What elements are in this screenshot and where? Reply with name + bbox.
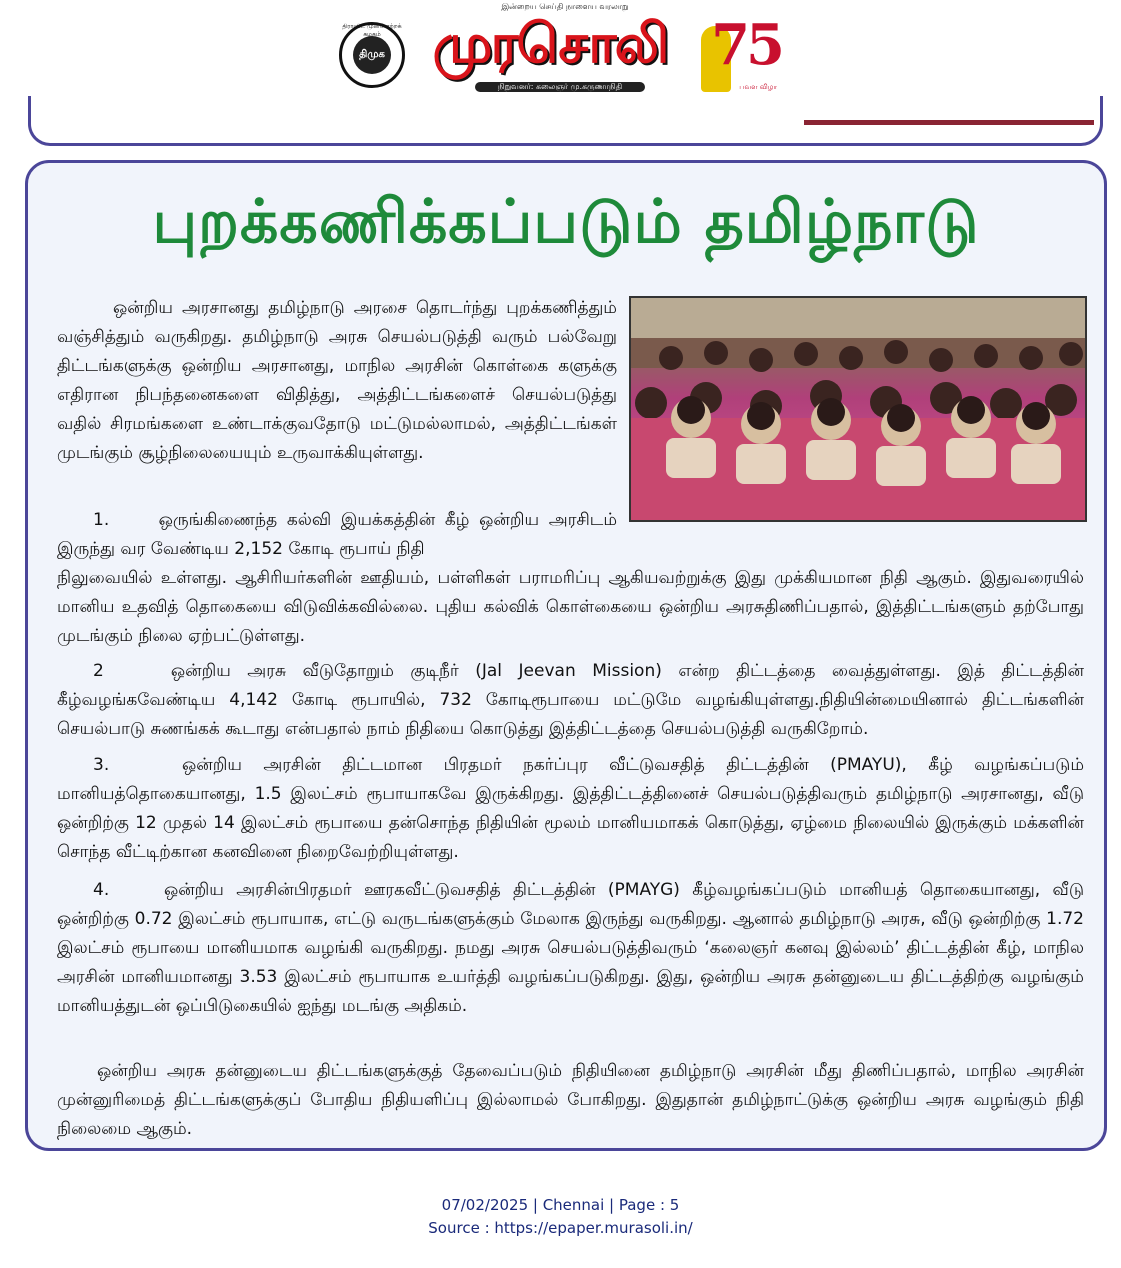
- masthead: [335, 2, 785, 100]
- point-2-number: 2: [93, 661, 104, 681]
- emblem-center-text: திமுக: [359, 49, 385, 60]
- article-intro: ஒன்றிய அரசானது தமிழ்நாடு அரசை தொடர்ந்து புறக்கணித்தும் வஞ்சித்தும் வருகிறது. தமிழ்நாடு அரசு செயல்படுத்தி வரும் பல்வேறு திட்டங்களுக்கு ஒன்றிய அரசானது, மாநில அரசின் கொள்கை களுக்கு எதிரான நிபந்தனைகளை விதித்து, அத்திட்டங்களைச் செயல்படுத்து வதில் சிரமங்களை உண்டாக்குவதோடு மட்டுமல்லாமல், அத்திட்டங்கள் முடங்கும் சூழ்நிலையையும் உருவாக்கியுள்ளது.: [57, 298, 617, 463]
- page-footer: [0, 1194, 1121, 1240]
- emblem-center: [353, 36, 391, 74]
- point-2-text: ஒன்றிய அரசு வீடுதோறும் குடிநீர் (Jal Jeevan Mission) என்ற திட்டத்தை வைத்துள்ளது. இத் திட்டத்தின் கீழ்வழங்கவேண்டிய 4,142 கோடி ரூபாயில், 732 கோடிரூபாயை மட்டுமே வழங்கியுள்ளது.நிதியின்மையினால் திட்டங்களின் செயல்பாடு சுணங்கக் கூடாது என்பதால் நாம் நிதியை கொடுத்து இத்திட்டத்தை செயல்படுத்தி வருகிறோம்.: [57, 661, 1085, 739]
- anniversary-label: பவள விழா: [739, 83, 777, 91]
- previous-article-box: [28, 96, 1103, 146]
- students-photo: [629, 296, 1087, 522]
- previous-article-strip: [804, 120, 1094, 125]
- point-3: [57, 751, 1084, 867]
- brand-founder-line: நிறுவனர்: கலைஞர் மு.கருணாநிதி: [475, 82, 645, 92]
- point-1-short-text: [57, 506, 617, 564]
- article-conclusion: ஒன்றிய அரசு தன்னுடைய திட்டங்களுக்குத் தேவைப்படும் நிதியினை தமிழ்நாடு அரசின் மீது திணிப்பதால், மாநில அரசின் முன்னுரிமைத் திட்டங்களுக்குப் போதிய நிதியளிப்பு இல்லாமல் போகிறது. இதுதான் தமிழ்நாட்டுக்கு ஒன்றிய அரசு வழங்கும் நிதி நிலைமை ஆகும்.: [57, 1061, 1084, 1139]
- point-1-lead: ஒருங்கிணைந்த கல்வி இயக்கத்தின் கீழ் ஒன்றிய அரசிடம் இருந்து வர வேண்டிய 2,152 கோடி ரூபாய் நிதி: [57, 510, 617, 559]
- point-4-number: 4.: [93, 880, 110, 900]
- article-box: [25, 160, 1107, 1151]
- article-headline: புறக்கணிக்கப்படும் தமிழ்நாடு: [152, 187, 980, 257]
- party-emblem-logo: [339, 22, 405, 88]
- emblem-text: திராவிட முன்னேற்றக் கழகம்: [342, 23, 402, 38]
- point-2: [57, 657, 1084, 744]
- newspaper-brand-logo: முரசொலி: [432, 11, 668, 75]
- students-photo-illustration: [631, 298, 1087, 522]
- footer-date-line: 07/02/2025 | Chennai | Page : 5: [441, 1196, 680, 1214]
- point-3-number: 3.: [93, 755, 110, 775]
- point-4-text: ஒன்றிய அரசின்பிரதமர் ஊரகவீட்டுவசதித் திட்டத்தின் (PMAYG) கீழ்வழங்கப்படும் மானியத் தொகையானது, வீடு ஒன்றிற்கு 0.72 இலட்சம் ரூபாயாக, எட்டு வருடங்களுக்கும் மேலாக இருந்து வருகிறது. ஆனால் தமிழ்நாடு அரசு, வீடு ஒன்றிற்கு 1.72 இலட்சம் ரூபாயை மானியமாக வழங்கி வருகிறது. நமது அரசு செயல்படுத்திவரும் ‘கலைஞர் கனவு இல்லம்’ திட்டத்தின் கீழ், மாநில அரசின் மானியமானது 3.53 இலட்சம் ரூபாயாக உயர்த்தி வழங்கப்படுகிறது. இது, ஒன்றிய அரசு தன்னுடைய திட்டத்திற்கு வழங்கும் மானியத்துடன் ஒப்பிடுகையில் ஐந்து மடங்கு அதிகம்.: [57, 880, 1085, 1016]
- point-4: [57, 876, 1084, 1021]
- point-3-text: ஒன்றிய அரசின் திட்டமான பிரதமர் நகர்ப்புர வீட்டுவசதித் திட்டத்தின் (PMAYU), கீழ் வழங்கப்படும் மானியத்தொகையானது, 1.5 இலட்சம் ரூபாயாகவே இருக்கிறது. இத்திட்டத்தினைச் செயல்படுத்திவரும் தமிழ்நாடு அரசானது, வீடு ஒன்றிற்கு 12 முதல் 14 இலட்சம் ரூபாயை தன்சொந்த நிதியின் மூலம் மானியமாகக் கொடுத்து, ஏழ்மை நிலையில் இருக்கும் மக்களின் சொந்த வீட்டிற்கான கனவினை நிறைவேற்றியுள்ளது.: [57, 755, 1085, 862]
- point-1-rest: நிலுவையில் உள்ளது. ஆசிரியர்களின் ஊதியம், பள்ளிகள் பராமரிப்பு ஆகியவற்றுக்கு இது முக்கியமான நிதி ஆகும். இதுவரையில் மானிய உதவித் தொகையை விடுவிக்கவில்லை. புதிய கல்விக் கொள்கையை ஒன்றிய அரசுதிணிப்பதால், இத்திட்டங்களும் தற்போது முடங்கும் நிலை ஏற்பட்டுள்ளது.: [57, 568, 1084, 646]
- anniversary-number: 75: [711, 12, 781, 78]
- point-1-short: [57, 506, 617, 564]
- masthead-tagline: இன்றைய செய்தி நாளைய வரலாறு: [501, 2, 629, 11]
- footer-source-line: Source : https://epaper.murasoli.in/: [428, 1219, 693, 1237]
- anniversary-logo: [697, 8, 783, 100]
- point-1-number: 1.: [93, 510, 110, 530]
